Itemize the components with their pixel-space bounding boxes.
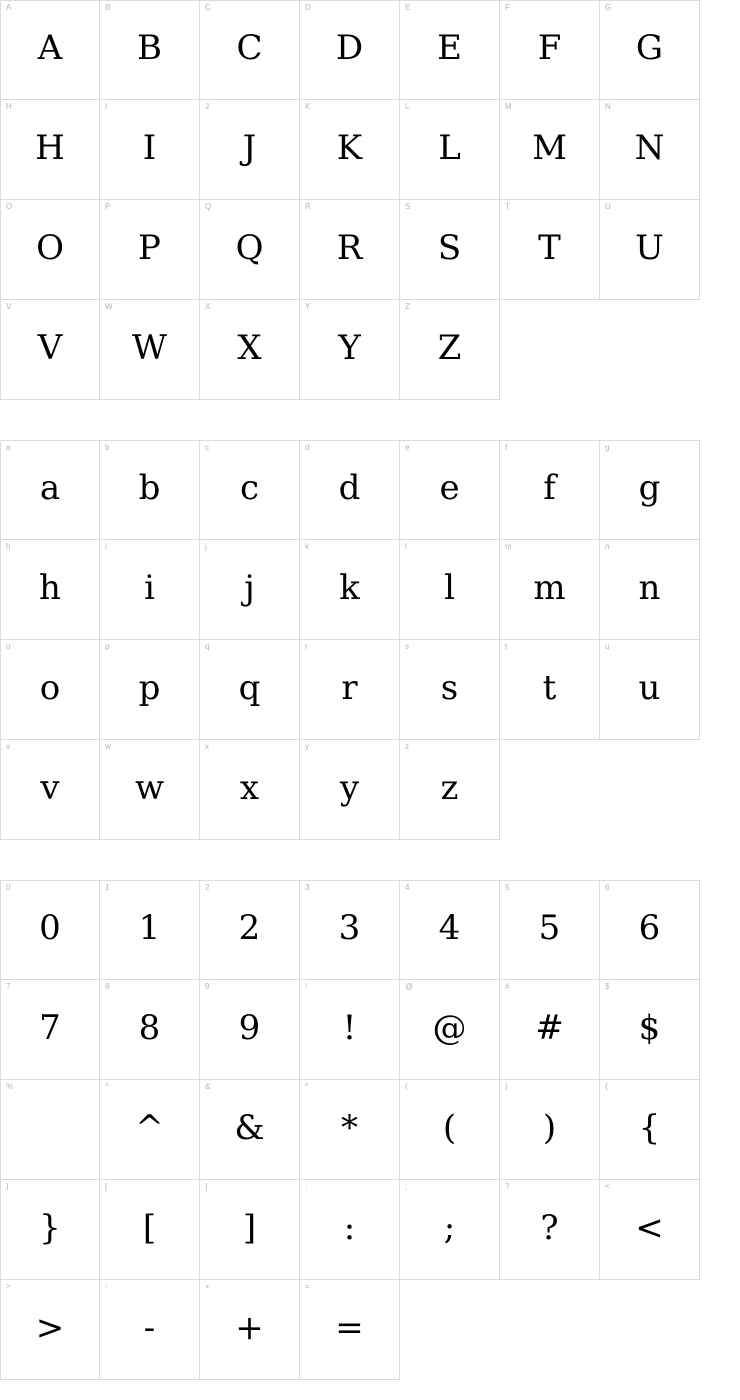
glyph-character: Y bbox=[338, 327, 361, 368]
glyph-code-label: j bbox=[205, 542, 207, 551]
glyph-cell[interactable] bbox=[400, 740, 500, 840]
glyph-code-label: o bbox=[6, 642, 11, 651]
glyph-character: { bbox=[638, 1107, 661, 1148]
glyph-code-label: W bbox=[105, 302, 113, 311]
glyph-row bbox=[0, 880, 740, 980]
glyph-code-label: 3 bbox=[305, 883, 310, 892]
glyph-code-label: ( bbox=[405, 1082, 408, 1091]
glyph-character: & bbox=[234, 1107, 265, 1148]
glyph-cell-empty bbox=[400, 1280, 500, 1380]
glyph-code-label: V bbox=[6, 302, 12, 311]
glyph-character: J bbox=[242, 127, 257, 168]
glyph-code-label: { bbox=[605, 1082, 608, 1091]
glyph-cell[interactable] bbox=[0, 0, 100, 100]
glyph-character: < bbox=[635, 1207, 664, 1248]
glyph-code-label: w bbox=[105, 742, 111, 751]
glyph-character: V bbox=[37, 327, 63, 368]
glyph-code-label: G bbox=[605, 3, 612, 12]
glyph-code-label: t bbox=[505, 642, 508, 651]
glyph-section-digits-and-symbols bbox=[0, 880, 740, 1380]
glyph-row bbox=[0, 1280, 740, 1380]
glyph-cell[interactable] bbox=[500, 880, 600, 980]
glyph-code-label: = bbox=[305, 1282, 310, 1291]
glyph-cell[interactable] bbox=[100, 880, 200, 980]
glyph-code-label: M bbox=[505, 102, 512, 111]
glyph-character: T bbox=[538, 227, 561, 268]
glyph-cell[interactable] bbox=[300, 1180, 400, 1280]
glyph-code-label: R bbox=[305, 202, 311, 211]
glyph-cell[interactable] bbox=[400, 540, 500, 640]
glyph-character: p bbox=[138, 667, 161, 708]
glyph-cell[interactable] bbox=[300, 1080, 400, 1180]
glyph-cell[interactable] bbox=[200, 880, 300, 980]
glyph-character: e bbox=[439, 468, 460, 508]
glyph-character: 6 bbox=[638, 908, 661, 948]
glyph-character: z bbox=[440, 767, 459, 808]
glyph-code-label: K bbox=[305, 102, 311, 111]
glyph-character: @ bbox=[432, 1007, 467, 1048]
glyph-character: w bbox=[134, 767, 165, 808]
glyph-code-label: Q bbox=[205, 202, 212, 211]
glyph-character: $ bbox=[638, 1007, 661, 1048]
glyph-character: > bbox=[35, 1307, 65, 1348]
glyph-character: a bbox=[39, 468, 61, 508]
glyph-row bbox=[0, 100, 740, 200]
glyph-row bbox=[0, 1080, 740, 1180]
glyph-character: D bbox=[335, 28, 364, 68]
glyph-character: s bbox=[440, 667, 459, 708]
glyph-code-label: p bbox=[105, 642, 110, 651]
glyph-code-label: d bbox=[305, 443, 310, 452]
glyph-character: O bbox=[36, 227, 64, 268]
glyph-code-label: h bbox=[6, 542, 11, 551]
glyph-code-label: P bbox=[105, 202, 111, 211]
glyph-character: S bbox=[437, 227, 462, 268]
glyph-code-label: 0 bbox=[6, 883, 11, 892]
glyph-code-label: v bbox=[6, 742, 10, 751]
glyph-code-label: C bbox=[205, 3, 211, 12]
glyph-cell[interactable] bbox=[200, 1180, 300, 1280]
glyph-code-label: ] bbox=[205, 1182, 208, 1191]
glyph-character: k bbox=[339, 567, 360, 608]
glyph-cell[interactable] bbox=[400, 980, 500, 1080]
glyph-cell[interactable] bbox=[400, 0, 500, 100]
glyph-cell[interactable] bbox=[500, 440, 600, 540]
glyph-code-label: B bbox=[105, 3, 111, 12]
glyph-character: n bbox=[638, 567, 661, 608]
glyph-cell[interactable] bbox=[100, 0, 200, 100]
glyph-code-label: F bbox=[505, 3, 510, 12]
glyph-character: m bbox=[533, 567, 566, 608]
glyph-cell[interactable] bbox=[200, 980, 300, 1080]
glyph-code-label: L bbox=[405, 102, 410, 111]
glyph-character: 3 bbox=[338, 908, 361, 948]
glyph-character: } bbox=[39, 1207, 61, 1248]
glyph-cell[interactable] bbox=[500, 1180, 600, 1280]
glyph-cell[interactable] bbox=[500, 540, 600, 640]
glyph-code-label: 7 bbox=[6, 982, 11, 991]
glyph-cell[interactable] bbox=[0, 300, 100, 400]
glyph-character: H bbox=[35, 127, 65, 168]
glyph-cell[interactable] bbox=[400, 200, 500, 300]
glyph-cell[interactable] bbox=[200, 440, 300, 540]
glyph-code-label: + bbox=[205, 1282, 210, 1291]
glyph-code-label: r bbox=[305, 642, 308, 651]
glyph-character: 8 bbox=[138, 1007, 161, 1048]
glyph-character: q bbox=[238, 667, 261, 708]
glyph-character: 7 bbox=[39, 1007, 61, 1048]
glyph-cell[interactable] bbox=[400, 1080, 500, 1180]
glyph-cell[interactable] bbox=[500, 100, 600, 200]
glyph-code-label: f bbox=[505, 443, 508, 452]
glyph-cell[interactable] bbox=[300, 980, 400, 1080]
glyph-cell[interactable] bbox=[400, 440, 500, 540]
glyph-cell[interactable] bbox=[600, 640, 700, 740]
glyph-character: x bbox=[239, 767, 260, 808]
glyph-cell[interactable] bbox=[100, 980, 200, 1080]
glyph-character: t bbox=[542, 667, 557, 708]
glyph-code-label: c bbox=[205, 443, 209, 452]
glyph-cell[interactable] bbox=[100, 100, 200, 200]
glyph-cell[interactable] bbox=[0, 740, 100, 840]
glyph-character bbox=[1, 1080, 99, 1179]
glyph-code-label: ; bbox=[405, 1182, 408, 1191]
glyph-code-label: @ bbox=[405, 982, 414, 991]
glyph-character: - bbox=[143, 1307, 156, 1348]
glyph-character: ( bbox=[442, 1107, 457, 1148]
glyph-code-label: e bbox=[405, 443, 410, 452]
glyph-code-label: * bbox=[305, 1082, 309, 1091]
glyph-cell[interactable] bbox=[200, 1080, 300, 1180]
glyph-cell[interactable] bbox=[600, 1080, 700, 1180]
glyph-cell[interactable] bbox=[0, 440, 100, 540]
glyph-character: y bbox=[339, 767, 360, 808]
glyph-character: 0 bbox=[39, 908, 61, 948]
glyph-character: ] bbox=[242, 1207, 257, 1248]
glyph-section-lowercase-letters bbox=[0, 440, 740, 840]
glyph-code-label: H bbox=[6, 102, 12, 111]
glyph-cell[interactable] bbox=[600, 100, 700, 200]
glyph-code-label: b bbox=[105, 443, 110, 452]
glyph-cell[interactable] bbox=[400, 1180, 500, 1280]
glyph-character: i bbox=[144, 567, 155, 608]
glyph-character: K bbox=[336, 127, 363, 168]
glyph-code-label: E bbox=[405, 3, 411, 12]
glyph-cell[interactable] bbox=[200, 300, 300, 400]
glyph-row bbox=[0, 980, 740, 1080]
glyph-cell[interactable] bbox=[300, 440, 400, 540]
glyph-code-label: ) bbox=[505, 1082, 508, 1091]
glyph-character: 5 bbox=[538, 908, 561, 948]
glyph-code-label: # bbox=[505, 982, 510, 991]
glyph-cell[interactable] bbox=[0, 1180, 100, 1280]
glyph-code-label: > bbox=[6, 1282, 11, 1291]
glyph-cell[interactable] bbox=[0, 200, 100, 300]
glyph-code-label: - bbox=[105, 1282, 108, 1291]
glyph-cell[interactable] bbox=[600, 980, 700, 1080]
glyph-code-label: J bbox=[205, 102, 209, 111]
glyph-code-label: g bbox=[605, 443, 610, 452]
glyph-code-label: s bbox=[405, 642, 409, 651]
glyph-character: b bbox=[138, 468, 161, 508]
glyph-cell[interactable] bbox=[400, 300, 500, 400]
glyph-character: # bbox=[535, 1007, 564, 1048]
glyph-character: A bbox=[37, 28, 63, 68]
glyph-character: j bbox=[244, 567, 255, 608]
glyph-cell[interactable] bbox=[100, 440, 200, 540]
glyph-cell-empty bbox=[500, 740, 600, 840]
glyph-character: B bbox=[137, 28, 162, 68]
glyph-cell[interactable] bbox=[400, 640, 500, 740]
glyph-cell[interactable] bbox=[500, 0, 600, 100]
glyph-code-label: q bbox=[205, 642, 210, 651]
glyph-code-label: $ bbox=[605, 982, 610, 991]
glyph-cell[interactable] bbox=[200, 640, 300, 740]
glyph-character: X bbox=[237, 327, 262, 368]
glyph-row bbox=[0, 300, 740, 400]
glyph-character: P bbox=[138, 227, 161, 268]
glyph-code-label: O bbox=[6, 202, 13, 211]
glyph-cell[interactable] bbox=[300, 740, 400, 840]
glyph-section-uppercase-letters bbox=[0, 0, 740, 400]
glyph-character: W bbox=[132, 327, 167, 368]
glyph-code-label: X bbox=[205, 302, 211, 311]
glyph-character: ? bbox=[540, 1207, 559, 1248]
glyph-code-label: S bbox=[405, 202, 411, 211]
glyph-character: l bbox=[444, 567, 455, 608]
glyph-character: M bbox=[532, 127, 567, 168]
glyph-character: Q bbox=[235, 227, 264, 268]
glyph-character: N bbox=[634, 127, 665, 168]
glyph-code-label: N bbox=[605, 102, 611, 111]
glyph-character: o bbox=[39, 667, 61, 708]
glyph-code-label: & bbox=[205, 1082, 211, 1091]
glyph-code-label: T bbox=[505, 202, 510, 211]
glyph-cell[interactable] bbox=[0, 540, 100, 640]
glyph-cell[interactable] bbox=[600, 440, 700, 540]
glyph-code-label: % bbox=[6, 1082, 14, 1091]
glyph-row bbox=[0, 0, 740, 100]
glyph-character: v bbox=[40, 767, 60, 808]
glyph-cell[interactable] bbox=[600, 880, 700, 980]
glyph-code-label: l bbox=[405, 542, 407, 551]
glyph-cell[interactable] bbox=[600, 200, 700, 300]
glyph-row bbox=[0, 440, 740, 540]
glyph-cell[interactable] bbox=[300, 640, 400, 740]
glyph-character: F bbox=[537, 28, 562, 68]
glyph-cell[interactable] bbox=[200, 200, 300, 300]
glyph-code-label: 4 bbox=[405, 883, 410, 892]
glyph-cell[interactable] bbox=[100, 740, 200, 840]
glyph-cell[interactable] bbox=[200, 740, 300, 840]
glyph-row bbox=[0, 740, 740, 840]
glyph-cell[interactable] bbox=[400, 100, 500, 200]
glyph-character: g bbox=[638, 468, 661, 508]
glyph-cell[interactable] bbox=[300, 0, 400, 100]
glyph-character: r bbox=[341, 667, 358, 708]
glyph-code-label: < bbox=[605, 1182, 610, 1191]
glyph-cell[interactable] bbox=[0, 1080, 100, 1180]
glyph-cell[interactable] bbox=[300, 880, 400, 980]
glyph-character: 1 bbox=[138, 908, 161, 948]
glyph-code-label: a bbox=[6, 443, 11, 452]
glyph-character: = bbox=[335, 1307, 364, 1348]
glyph-code-label: 5 bbox=[505, 883, 510, 892]
glyph-cell[interactable] bbox=[500, 1080, 600, 1180]
glyph-code-label: [ bbox=[105, 1182, 108, 1191]
glyph-character: L bbox=[438, 127, 461, 168]
glyph-cell[interactable] bbox=[100, 1080, 200, 1180]
glyph-code-label: A bbox=[6, 3, 12, 12]
glyph-cell-empty bbox=[500, 1280, 600, 1380]
glyph-character: 4 bbox=[438, 908, 461, 948]
glyph-character: u bbox=[638, 667, 661, 708]
glyph-code-label: m bbox=[505, 542, 512, 551]
glyph-code-label: n bbox=[605, 542, 610, 551]
glyph-character: ) bbox=[542, 1107, 557, 1148]
glyph-cell[interactable] bbox=[0, 1280, 100, 1380]
glyph-cell[interactable] bbox=[100, 540, 200, 640]
glyph-character: h bbox=[39, 567, 61, 608]
glyph-cell-empty bbox=[600, 300, 700, 400]
glyph-character: c bbox=[239, 468, 260, 508]
glyph-code-label: y bbox=[305, 742, 309, 751]
glyph-cell[interactable] bbox=[100, 300, 200, 400]
glyph-row bbox=[0, 640, 740, 740]
glyph-cell[interactable] bbox=[300, 540, 400, 640]
glyph-character: 9 bbox=[238, 1007, 261, 1048]
glyph-cell[interactable] bbox=[200, 100, 300, 200]
glyph-cell-empty bbox=[600, 1280, 700, 1380]
glyph-cell-empty bbox=[600, 740, 700, 840]
glyph-character: Z bbox=[437, 327, 462, 368]
glyph-cell[interactable] bbox=[100, 1180, 200, 1280]
glyph-cell[interactable] bbox=[200, 540, 300, 640]
glyph-row bbox=[0, 1180, 740, 1280]
glyph-cell[interactable] bbox=[0, 980, 100, 1080]
glyph-cell[interactable] bbox=[300, 300, 400, 400]
glyph-cell[interactable] bbox=[300, 1280, 400, 1380]
glyph-character: I bbox=[142, 127, 157, 168]
glyph-character: : bbox=[343, 1207, 356, 1248]
glyph-code-label: Y bbox=[305, 302, 311, 311]
glyph-code-label: } bbox=[6, 1182, 9, 1191]
glyph-character: d bbox=[338, 468, 361, 508]
glyph-cell[interactable] bbox=[600, 0, 700, 100]
glyph-cell[interactable] bbox=[100, 200, 200, 300]
glyph-cell[interactable] bbox=[600, 1180, 700, 1280]
glyph-cell[interactable] bbox=[0, 100, 100, 200]
glyph-character: * bbox=[341, 1107, 358, 1148]
glyph-cell[interactable] bbox=[100, 1280, 200, 1380]
glyph-character: E bbox=[437, 28, 462, 68]
glyph-cell[interactable] bbox=[400, 880, 500, 980]
glyph-cell[interactable] bbox=[0, 640, 100, 740]
glyph-cell[interactable] bbox=[300, 200, 400, 300]
glyph-cell[interactable] bbox=[100, 640, 200, 740]
glyph-cell[interactable] bbox=[500, 640, 600, 740]
glyph-character: f bbox=[543, 468, 556, 508]
glyph-code-label: U bbox=[605, 202, 611, 211]
glyph-character: + bbox=[235, 1307, 264, 1348]
glyph-code-label: 1 bbox=[105, 883, 110, 892]
glyph-code-label: 2 bbox=[205, 883, 210, 892]
glyph-code-label: ^ bbox=[105, 1082, 109, 1091]
glyph-row bbox=[0, 540, 740, 640]
glyph-character: ; bbox=[443, 1207, 456, 1248]
glyph-character: G bbox=[635, 28, 664, 68]
glyph-character: ^ bbox=[135, 1107, 164, 1148]
glyph-row bbox=[0, 200, 740, 300]
glyph-code-label: i bbox=[105, 542, 107, 551]
glyph-cell[interactable] bbox=[500, 980, 600, 1080]
glyph-cell[interactable] bbox=[200, 1280, 300, 1380]
glyph-code-label: 6 bbox=[605, 883, 610, 892]
glyph-character: 2 bbox=[238, 908, 261, 948]
glyph-code-label: u bbox=[605, 642, 610, 651]
glyph-code-label: D bbox=[305, 3, 311, 12]
glyph-code-label: I bbox=[105, 102, 108, 111]
glyph-cell[interactable] bbox=[300, 100, 400, 200]
glyph-code-label: 9 bbox=[205, 982, 210, 991]
glyph-code-label: ? bbox=[505, 1182, 510, 1191]
glyph-code-label: k bbox=[305, 542, 309, 551]
glyph-character: R bbox=[336, 227, 363, 268]
glyph-code-label: z bbox=[405, 742, 409, 751]
glyph-character: ! bbox=[342, 1007, 357, 1048]
glyph-character: [ bbox=[142, 1207, 157, 1248]
glyph-cell[interactable] bbox=[200, 0, 300, 100]
glyph-code-label: ! bbox=[305, 982, 308, 991]
glyph-character: U bbox=[635, 227, 664, 268]
glyph-cell[interactable] bbox=[500, 200, 600, 300]
glyph-cell[interactable] bbox=[0, 880, 100, 980]
glyph-cell-empty bbox=[500, 300, 600, 400]
glyph-character: C bbox=[236, 28, 263, 68]
glyph-code-label: : bbox=[305, 1182, 308, 1191]
glyph-code-label: x bbox=[205, 742, 209, 751]
glyph-code-label: 8 bbox=[105, 982, 110, 991]
glyph-cell[interactable] bbox=[600, 540, 700, 640]
glyph-code-label: Z bbox=[405, 302, 410, 311]
